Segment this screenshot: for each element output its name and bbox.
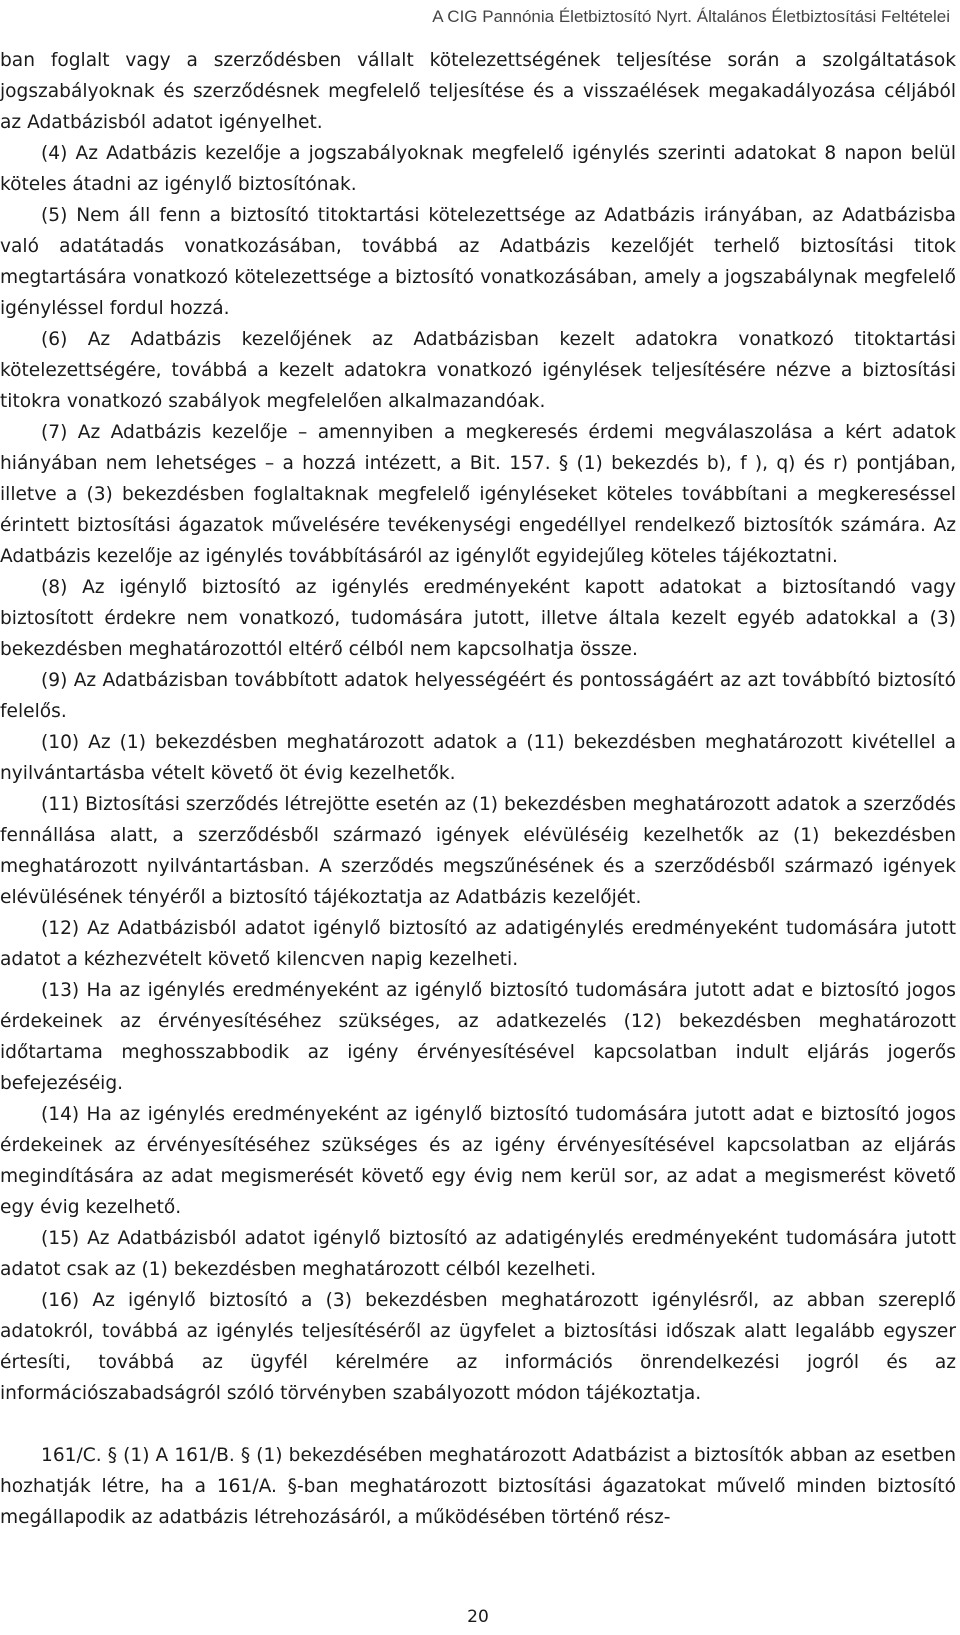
paragraph-12: (12) Az Adatbázisból adatot igénylő biztosító az adatigénylés eredményeként tudomására jutott adatot a kézhezvételt követő kilencven napig kezelheti. (0, 918, 956, 970)
page-number: 20 (467, 1607, 489, 1627)
paragraph-continuation: ban foglalt vagy a szerződésben vállalt kötelezettségének teljesítése során a szolgáltatások jogszabályoknak és szerződésnek megfelelő teljesítése és a visszaélések megakadályozása céljából az Adatbázisból adatot igényelhet. (0, 50, 956, 133)
document-body (0, 45, 956, 1533)
paragraph-6: (6) Az Adatbázis kezelőjének az Adatbázisban kezelt adatokra vonatkozó titoktartási kötelezettségére, továbbá a kezelt adatokra vonatkozó igénylések teljesítésére nézve a biztosítási titokra vonatkozó szabályok megfelelően alkalmazandóak. (0, 329, 956, 412)
paragraph-11: (11) Biztosítási szerződés létrejötte esetén az (1) bekezdésben meghatározott adatok a szerződés fennállása alatt, a szerződésből származó igények elévüléséig kezelhetők az (1) bekezdésben meghatározott nyilvántartásban. A szerződés megszűnésének és a szerződésből származó igények elévülésének tényéről a biztosító tájékoztatja az Adatbázis kezelőjét. (0, 794, 956, 908)
paragraph-7: (7) Az Adatbázis kezelője – amennyiben a megkeresés érdemi megválaszolása a kért adatok hiányában nem lehetséges – a hozzá intézett, a Bit. 157. § (1) bekezdés b), f ), q) és r) pontjában, illetve a (3) bekezdésben foglaltaknak megfelelő igényléseket köteles továbbítani a megkereséssel érintett biztosítási ágazatok művelésére tevékenységi engedéllyel rendelkező biztosítók számára. Az Adatbázis kezelője az igénylés továbbításáról az igénylőt egyidejűleg köteles tájékoztatni. (0, 422, 956, 567)
paragraph-14: (14) Ha az igénylés eredményeként az igénylő biztosító tudomására jutott adat e biztosító jogos érdekeinek az érvényesítéséhez szükséges és az igény érvényesítésével kapcsolatban az eljárás megindítására az adat megismerését követő egy évig nem kerül sor, az adat a megismerést követő egy évig kezelhető. (0, 1104, 956, 1218)
paragraph-5: (5) Nem áll fenn a biztosító titoktartási kötelezettsége az Adatbázis irányában, az Adatbázisba való adatátadás vonatkozásában, továbbá az Adatbázis kezelőjét terhelő biztosítási titok megtartására vonatkozó kötelezettsége a biztosító vonatkozásában, amely a jogszabálynak megfelelő igényléssel fordul hozzá. (0, 205, 956, 319)
paragraph-10: (10) Az (1) bekezdésben meghatározott adatok a (11) bekezdésben meghatározott kivétellel a nyilvántartásba vételt követő öt évig kezelhetők. (0, 732, 956, 784)
paragraph-15: (15) Az Adatbázisból adatot igénylő biztosító az adatigénylés eredményeként tudomására jutott adatot csak az (1) bekezdésben meghatározott célból kezelheti. (0, 1228, 956, 1280)
section-161c: 161/C. § (1) A 161/B. § (1) bekezdésében meghatározott Adatbázist a biztosítók abban az esetben hozhatják létre, ha a 161/A. §-ban meghatározott biztosítási ágazatokat művelő minden biztosító megállapodik az adatbázis létrehozásáról, a működésében történő rész- (0, 1445, 956, 1528)
running-header: A CIG Pannónia Életbiztosító Nyrt. Általános Életbiztosítási Feltételei (432, 7, 950, 26)
paragraph-13: (13) Ha az igénylés eredményeként az igénylő biztosító tudomására jutott adat e biztosító jogos érdekeinek az érvényesítéséhez szükséges, az adatkezelés (12) bekezdésben meghatározott időtartama meghosszabbodik az igény érvényesítésével kapcsolatban indult eljárás jogerős befejezéséig. (0, 980, 956, 1094)
paragraph-8: (8) Az igénylő biztosító az igénylés eredményeként kapott adatokat a biztosítandó vagy biztosított érdekre nem vonatkozó, tudomására jutott, illetve általa kezelt egyéb adatokkal a (3) bekezdésben meghatározottól eltérő célból nem kapcsolhatja össze. (0, 577, 956, 660)
paragraph-4: (4) Az Adatbázis kezelője a jogszabályoknak megfelelő igénylés szerinti adatokat 8 napon belül köteles átadni az igénylő biztosítónak. (0, 143, 956, 195)
paragraph-16: (16) Az igénylő biztosító a (3) bekezdésben meghatározott igénylésről, az abban szereplő adatokról, továbbá az igénylés teljesítéséről az ügyfelet a biztosítási időszak alatt legalább egyszer értesíti, továbbá az ügyfél kérelmére az információs önrendelkezési jogról és az információszabadságról szóló törvényben szabályozott módon tájékoztatja. (0, 1290, 956, 1404)
paragraph-9: (9) Az Adatbázisban továbbított adatok helyességéért és pontosságáért az azt továbbító biztosító felelős. (0, 670, 956, 722)
